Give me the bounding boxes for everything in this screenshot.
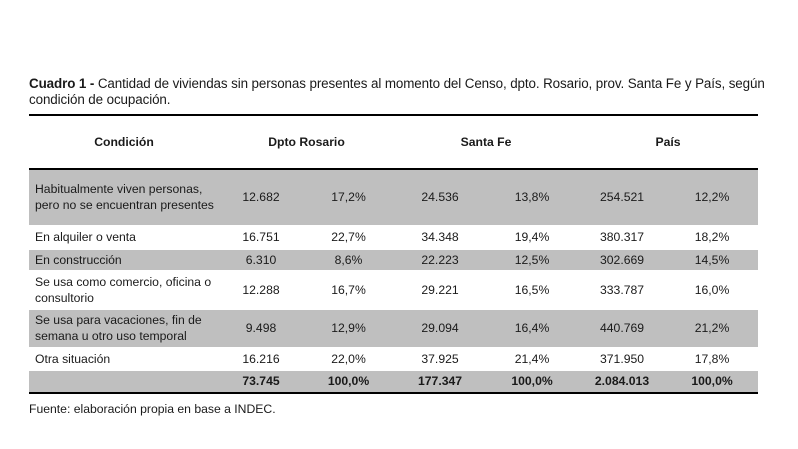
santafe-count: 37.925 bbox=[394, 347, 486, 370]
row-label: Se usa como comercio, oficina o consultorio bbox=[29, 270, 219, 309]
santafe-percent: 13,8% bbox=[486, 169, 578, 225]
santafe-count: 29.221 bbox=[394, 270, 486, 309]
table-caption bbox=[29, 76, 769, 108]
header-pais: País bbox=[578, 116, 758, 169]
table-row bbox=[29, 309, 758, 347]
santafe-count: 29.094 bbox=[394, 309, 486, 347]
pais-count: 302.669 bbox=[578, 249, 666, 270]
rosario-count: 6.310 bbox=[219, 249, 303, 270]
rosario-percent: 22,0% bbox=[303, 347, 394, 370]
rosario-count: 9.498 bbox=[219, 309, 303, 347]
rosario-percent: 22,7% bbox=[303, 225, 394, 249]
pais-total-count: 2.084.013 bbox=[578, 370, 666, 393]
table-row bbox=[29, 249, 758, 270]
santafe-percent: 16,4% bbox=[486, 309, 578, 347]
table-row bbox=[29, 347, 758, 370]
row-label: En construcción bbox=[29, 249, 219, 270]
pais-count: 440.769 bbox=[578, 309, 666, 347]
santafe-percent: 21,4% bbox=[486, 347, 578, 370]
pais-count: 380.317 bbox=[578, 225, 666, 249]
table-row bbox=[29, 169, 758, 225]
caption-text: Cantidad de viviendas sin personas presentes al momento del Censo, dpto. Rosario, prov. Santa Fe y País, según condición de ocupación. bbox=[29, 76, 765, 107]
santafe-percent: 12,5% bbox=[486, 249, 578, 270]
santafe-count: 22.223 bbox=[394, 249, 486, 270]
pais-total-percent: 100,0% bbox=[666, 370, 758, 393]
rosario-percent: 8,6% bbox=[303, 249, 394, 270]
rosario-percent: 16,7% bbox=[303, 270, 394, 309]
rosario-count: 16.751 bbox=[219, 225, 303, 249]
pais-percent: 14,5% bbox=[666, 249, 758, 270]
total-row bbox=[29, 370, 758, 393]
santafe-percent: 19,4% bbox=[486, 225, 578, 249]
pais-count: 371.950 bbox=[578, 347, 666, 370]
source-note: Fuente: elaboración propia en base a INDEC. bbox=[29, 402, 276, 416]
santafe-percent: 16,5% bbox=[486, 270, 578, 309]
pais-percent: 12,2% bbox=[666, 169, 758, 225]
santafe-count: 34.348 bbox=[394, 225, 486, 249]
rosario-total-count: 73.745 bbox=[219, 370, 303, 393]
row-label: Habitualmente viven personas, pero no se encuentran presentes bbox=[29, 169, 219, 225]
row-label: Se usa para vacaciones, fin de semana u otro uso temporal bbox=[29, 309, 219, 347]
row-label: En alquiler o venta bbox=[29, 225, 219, 249]
rosario-percent: 17,2% bbox=[303, 169, 394, 225]
data-table bbox=[29, 116, 758, 394]
santafe-count: 24.536 bbox=[394, 169, 486, 225]
rosario-count: 12.288 bbox=[219, 270, 303, 309]
header-santafe: Santa Fe bbox=[394, 116, 578, 169]
pais-count: 333.787 bbox=[578, 270, 666, 309]
table-row bbox=[29, 270, 758, 309]
caption-prefix: Cuadro 1 - bbox=[29, 76, 95, 91]
pais-percent: 17,8% bbox=[666, 347, 758, 370]
rosario-total-percent: 100,0% bbox=[303, 370, 394, 393]
rosario-count: 12.682 bbox=[219, 169, 303, 225]
pais-percent: 16,0% bbox=[666, 270, 758, 309]
header-condicion: Condición bbox=[29, 116, 219, 169]
row-label: Otra situación bbox=[29, 347, 219, 370]
header-rosario: Dpto Rosario bbox=[219, 116, 394, 169]
pais-percent: 21,2% bbox=[666, 309, 758, 347]
pais-percent: 18,2% bbox=[666, 225, 758, 249]
rosario-count: 16.216 bbox=[219, 347, 303, 370]
table-header-row bbox=[29, 116, 758, 169]
santafe-total-count: 177.347 bbox=[394, 370, 486, 393]
pais-count: 254.521 bbox=[578, 169, 666, 225]
total-label bbox=[29, 370, 219, 393]
table-row bbox=[29, 225, 758, 249]
rosario-percent: 12,9% bbox=[303, 309, 394, 347]
santafe-total-percent: 100,0% bbox=[486, 370, 578, 393]
